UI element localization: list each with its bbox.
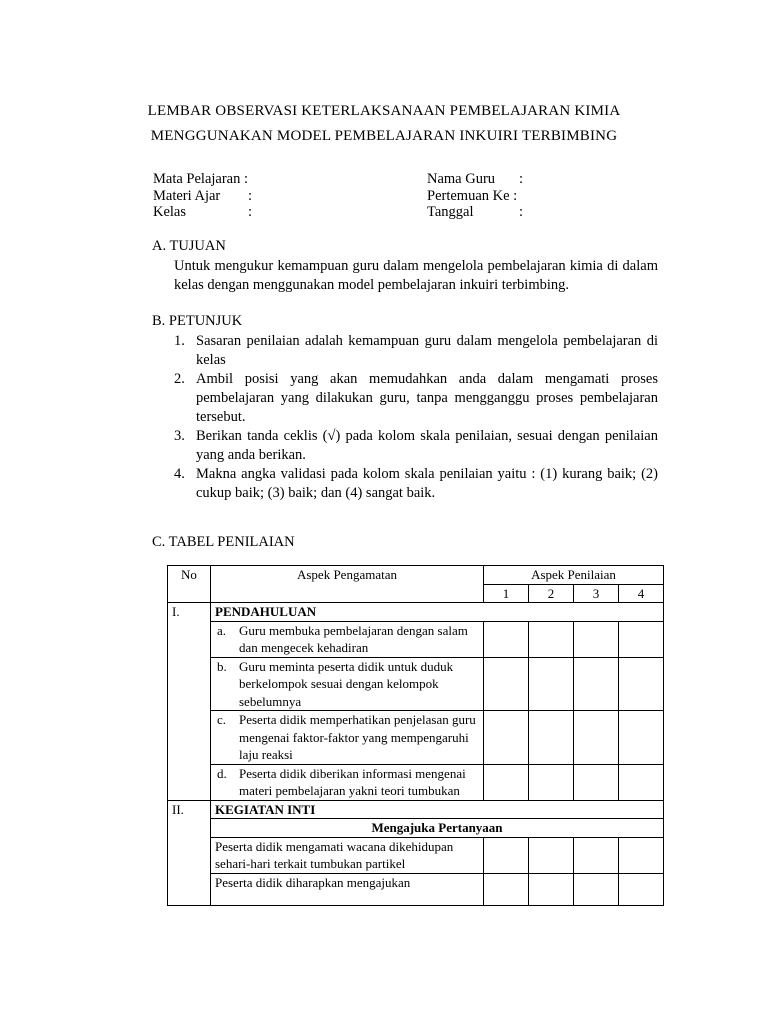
score-col-2: 2 xyxy=(529,584,574,603)
table-row xyxy=(168,603,664,622)
instruction-list xyxy=(174,332,658,503)
field-materi-ajar: Materi Ajar : xyxy=(153,188,253,204)
list-item: 4. Makna angka validasi pada kolom skala penilaian yaitu : (1) kurang baik; (2) cukup baik; (3) baik; dan (4) sangat baik. xyxy=(174,466,658,501)
group-title: PENDAHULUAN xyxy=(211,603,664,622)
score-col-1: 1 xyxy=(484,584,529,603)
document-title-line-1: LEMBAR OBSERVASI KETERLAKSANAAN PEMBELAJARAN KIMIA xyxy=(147,103,621,119)
score-cell-1[interactable] xyxy=(484,657,529,711)
score-cell-4[interactable] xyxy=(619,764,664,800)
aspect-cell: a. Guru membuka pembelajaran dengan salam dan mengecek kehadiran xyxy=(211,621,484,657)
score-cell-2[interactable] xyxy=(529,657,574,711)
score-cell-2[interactable] xyxy=(529,837,574,873)
assessment-table xyxy=(167,565,664,906)
score-cell-2[interactable] xyxy=(529,621,574,657)
score-cell-3[interactable] xyxy=(574,837,619,873)
score-cell-2[interactable] xyxy=(529,711,574,765)
table-row xyxy=(168,621,664,657)
table-header-row xyxy=(168,566,664,585)
score-cell-4[interactable] xyxy=(619,711,664,765)
field-mata-pelajaran: Mata Pelajaran : xyxy=(153,171,249,187)
score-cell-4[interactable] xyxy=(619,837,664,873)
field-tanggal: Tanggal : xyxy=(427,204,524,220)
header-aspect: Aspek Pengamatan xyxy=(211,566,484,603)
aspect-cell: c. Peserta didik memperhatikan penjelasan guru mengenai faktor-faktor yang mempengaruhi laju reaksi xyxy=(211,711,484,765)
document-title-line-2: MENGGUNAKAN MODEL PEMBELAJARAN INKUIRI TERBIMBING xyxy=(150,128,618,144)
score-cell-3[interactable] xyxy=(574,657,619,711)
header-no: No xyxy=(168,566,211,603)
group-number: II. xyxy=(168,800,211,905)
section-c-heading: C. TABEL PENILAIAN xyxy=(152,534,295,550)
list-item: 2. Ambil posisi yang akan memudahkan anda dalam mengamati proses pembelajaran yang dilakukan guru, tanpa mengganggu proses pembelajaran tersebut. xyxy=(174,371,658,425)
table-row xyxy=(168,873,664,905)
score-cell-1[interactable] xyxy=(484,711,529,765)
group-number: I. xyxy=(168,603,211,801)
score-cell-2[interactable] xyxy=(529,873,574,905)
field-nama-guru: Nama Guru : xyxy=(427,171,524,187)
score-cell-1[interactable] xyxy=(484,621,529,657)
table-row xyxy=(168,819,664,838)
table-row xyxy=(168,800,664,819)
section-a-heading: A. TUJUAN xyxy=(152,238,226,254)
group-title: KEGIATAN INTI xyxy=(211,800,664,819)
score-cell-3[interactable] xyxy=(574,621,619,657)
score-cell-4[interactable] xyxy=(619,621,664,657)
score-cell-1[interactable] xyxy=(484,873,529,905)
table-row xyxy=(168,657,664,711)
list-item: 1. Sasaran penilaian adalah kemampuan guru dalam mengelola pembelajaran di kelas xyxy=(174,333,658,368)
score-cell-4[interactable] xyxy=(619,657,664,711)
section-b-heading: B. PETUNJUK xyxy=(152,313,243,329)
aspect-cell: d. Peserta didik diberikan informasi mengenai materi pembelajaran yakni teori tumbukan xyxy=(211,764,484,800)
aspect-cell: b. Guru meminta peserta didik untuk duduk berkelompok sesuai dengan kelompok sebelumnya xyxy=(211,657,484,711)
score-cell-1[interactable] xyxy=(484,837,529,873)
field-kelas: Kelas : xyxy=(153,204,253,220)
header-score: Aspek Penilaian xyxy=(484,566,664,585)
score-cell-3[interactable] xyxy=(574,764,619,800)
table-row xyxy=(168,837,664,873)
aspect-cell: Peserta didik mengamati wacana dikehidupan sehari-hari terkait tumbukan partikel xyxy=(211,837,484,873)
subgroup-title: Mengajuka Pertanyaan xyxy=(211,819,664,838)
table-row xyxy=(168,711,664,765)
score-cell-1[interactable] xyxy=(484,764,529,800)
score-cell-2[interactable] xyxy=(529,764,574,800)
section-a-text: Untuk mengukur kemampuan guru dalam mengelola pembelajaran kimia di dalam kelas dengan menggunakan model pembelajaran inkuiri terbimbing. xyxy=(174,258,658,293)
field-pertemuan-ke: Pertemuan Ke : xyxy=(427,188,518,204)
aspect-cell: Peserta didik diharapkan mengajukan xyxy=(211,873,484,905)
score-cell-3[interactable] xyxy=(574,873,619,905)
score-col-4: 4 xyxy=(619,584,664,603)
score-cell-4[interactable] xyxy=(619,873,664,905)
score-col-3: 3 xyxy=(574,584,619,603)
score-cell-3[interactable] xyxy=(574,711,619,765)
list-item: 3. Berikan tanda ceklis (√) pada kolom skala penilaian, sesuai dengan penilaian yang anda berikan. xyxy=(174,428,658,463)
table-row xyxy=(168,764,664,800)
